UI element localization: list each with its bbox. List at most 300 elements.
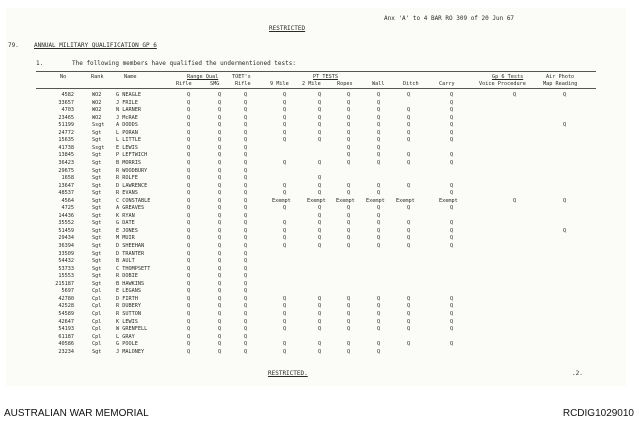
cell-wall: Q bbox=[377, 137, 381, 144]
service-number: 23234 bbox=[58, 348, 74, 355]
cell-two-mile: Q bbox=[318, 326, 322, 333]
cell-ropes: Q bbox=[347, 114, 351, 121]
cell-nine-mile: Q bbox=[283, 99, 287, 106]
rank: Sgt bbox=[92, 265, 102, 272]
table-row bbox=[6, 92, 626, 100]
rank: Sgt bbox=[92, 197, 102, 204]
cell-range-smg: Q bbox=[218, 303, 222, 310]
cell-two-mile: Q bbox=[318, 348, 322, 355]
header-ropes: Ropes bbox=[337, 81, 353, 87]
member-name: R EVANS bbox=[116, 190, 138, 197]
cell-wall: Q bbox=[377, 318, 381, 325]
cell-ropes: Q bbox=[347, 243, 351, 249]
table-row bbox=[6, 115, 626, 123]
cell-carry: Q bbox=[450, 205, 454, 212]
cell-range-rifle: Q bbox=[187, 265, 191, 272]
service-number: 5697 bbox=[61, 288, 74, 295]
header-carry: Carry bbox=[439, 81, 455, 87]
table-row bbox=[6, 220, 626, 228]
member-name: G POOLE bbox=[116, 341, 138, 348]
cell-range-rifle: Q bbox=[187, 175, 191, 182]
table-row bbox=[6, 288, 626, 296]
cell-ropes: Q bbox=[347, 92, 351, 98]
cell-toets-rifle: Q bbox=[244, 310, 248, 317]
cell-toets-rifle: Q bbox=[244, 144, 248, 151]
rank: WO2 bbox=[92, 92, 102, 98]
table-row bbox=[6, 296, 626, 304]
cell-toets-rifle: Q bbox=[244, 227, 248, 234]
member-name: N LARNER bbox=[116, 107, 141, 114]
cell-range-rifle: Q bbox=[187, 235, 191, 242]
cell-range-smg: Q bbox=[218, 235, 222, 242]
cell-voice-procedure: Q bbox=[513, 197, 517, 204]
cell-two-mile: Q bbox=[318, 295, 322, 302]
service-number: 215187 bbox=[55, 280, 74, 287]
member-name: C THOMPSETT bbox=[116, 265, 151, 272]
cell-two-mile: Q bbox=[318, 227, 322, 234]
table-row bbox=[6, 183, 626, 191]
rank: Ssgt bbox=[92, 122, 105, 129]
table-row bbox=[6, 266, 626, 274]
table-row bbox=[6, 205, 626, 213]
cell-two-mile: Q bbox=[318, 137, 322, 144]
member-name: A GREAVES bbox=[116, 205, 145, 212]
cell-range-rifle: Q bbox=[187, 99, 191, 106]
cell-map-reading: Q bbox=[563, 227, 567, 234]
cell-wall: Q bbox=[377, 152, 381, 159]
cell-toets-rifle: Q bbox=[244, 326, 248, 333]
rank: Sgt bbox=[92, 175, 102, 182]
rank: Ssgt bbox=[92, 144, 105, 151]
cell-wall: Q bbox=[377, 159, 381, 166]
member-name: J FRILE bbox=[116, 99, 138, 106]
cell-range-rifle: Q bbox=[187, 243, 191, 249]
header-range-rifle: Rifle bbox=[176, 81, 192, 87]
cell-range-smg: Q bbox=[218, 99, 222, 106]
cell-ditch: Q bbox=[407, 182, 411, 189]
cell-range-rifle: Q bbox=[187, 167, 191, 174]
rank: Cpl bbox=[92, 310, 102, 317]
cell-range-smg: Q bbox=[218, 122, 222, 129]
cell-ropes: Q bbox=[347, 310, 351, 317]
cell-range-rifle: Q bbox=[187, 152, 191, 159]
cell-range-rifle: Q bbox=[187, 273, 191, 280]
cell-toets-rifle: Q bbox=[244, 280, 248, 287]
table-header-rule bbox=[36, 88, 596, 89]
service-number: 53733 bbox=[58, 265, 74, 272]
service-number: 42647 bbox=[58, 318, 74, 325]
cell-range-smg: Q bbox=[218, 129, 222, 136]
cell-toets-rifle: Q bbox=[244, 318, 248, 325]
cell-carry: Q bbox=[450, 182, 454, 189]
cell-range-rifle: Q bbox=[187, 227, 191, 234]
cell-carry: Q bbox=[450, 99, 454, 106]
cell-carry: Q bbox=[450, 318, 454, 325]
cell-wall: Q bbox=[377, 99, 381, 106]
cell-range-smg: Q bbox=[218, 280, 222, 287]
table-row bbox=[6, 326, 626, 334]
cell-carry: Q bbox=[450, 227, 454, 234]
rank: Sgt bbox=[92, 227, 102, 234]
archive-name: AUSTRALIAN WAR MEMORIAL bbox=[4, 408, 149, 419]
cell-toets-rifle: Q bbox=[244, 175, 248, 182]
section-number: 79. bbox=[8, 42, 19, 49]
cell-wall: Q bbox=[377, 107, 381, 114]
cell-toets-rifle: Q bbox=[244, 333, 248, 340]
cell-map-reading: Q bbox=[563, 197, 567, 204]
cell-range-smg: Q bbox=[218, 333, 222, 340]
cell-ditch: Q bbox=[407, 129, 411, 136]
cell-toets-rifle: Q bbox=[244, 303, 248, 310]
cell-nine-mile: Exempt bbox=[272, 197, 291, 204]
cell-range-smg: Q bbox=[218, 250, 222, 257]
cell-ditch: Q bbox=[407, 92, 411, 98]
cell-toets-rifle: Q bbox=[244, 99, 248, 106]
cell-range-rifle: Q bbox=[187, 258, 191, 265]
member-name: R ROLFE bbox=[116, 175, 138, 182]
cell-ditch: Q bbox=[407, 159, 411, 166]
cell-two-mile: Q bbox=[318, 175, 322, 182]
service-number: 23465 bbox=[58, 114, 74, 121]
member-name: M MUIR bbox=[116, 235, 135, 242]
header-name: Name bbox=[124, 74, 137, 80]
cell-nine-mile: Q bbox=[283, 92, 287, 98]
cell-nine-mile: Q bbox=[283, 295, 287, 302]
cell-ropes: Q bbox=[347, 220, 351, 227]
cell-wall: Q bbox=[377, 227, 381, 234]
rank: Sgt bbox=[92, 348, 102, 355]
service-number: 36423 bbox=[58, 159, 74, 166]
cell-toets-rifle: Q bbox=[244, 107, 248, 114]
table-top-rule bbox=[36, 71, 596, 72]
cell-nine-mile: Q bbox=[283, 341, 287, 348]
cell-carry: Q bbox=[450, 92, 454, 98]
member-name: L GRAY bbox=[116, 333, 135, 340]
header-toets-rifle: Rifle bbox=[235, 81, 251, 87]
member-name: D FIRTH bbox=[116, 295, 138, 302]
cell-range-smg: Q bbox=[218, 220, 222, 227]
member-name: R WOODBURY bbox=[116, 167, 148, 174]
cell-carry: Q bbox=[450, 190, 454, 197]
cell-two-mile: Q bbox=[318, 235, 322, 242]
cell-carry: Q bbox=[450, 341, 454, 348]
cell-wall: Q bbox=[377, 243, 381, 249]
cell-range-rifle: Q bbox=[187, 220, 191, 227]
rank: Sgt bbox=[92, 205, 102, 212]
table-row bbox=[6, 198, 626, 206]
cell-range-rifle: Q bbox=[187, 212, 191, 219]
cell-ditch: Q bbox=[407, 137, 411, 144]
table-row bbox=[6, 190, 626, 198]
table-row bbox=[6, 137, 626, 145]
cell-toets-rifle: Q bbox=[244, 250, 248, 257]
cell-wall: Q bbox=[377, 129, 381, 136]
cell-range-smg: Q bbox=[218, 295, 222, 302]
cell-ropes: Q bbox=[347, 182, 351, 189]
cell-range-rifle: Q bbox=[187, 250, 191, 257]
rank: Sgt bbox=[92, 167, 102, 174]
member-name: E LEGANS bbox=[116, 288, 141, 295]
cell-two-mile: Q bbox=[318, 318, 322, 325]
cell-wall: Q bbox=[377, 114, 381, 121]
member-name: R DUBERY bbox=[116, 303, 141, 310]
cell-nine-mile: Q bbox=[283, 190, 287, 197]
cell-range-rifle: Q bbox=[187, 348, 191, 355]
table-row bbox=[6, 175, 626, 183]
header-range-smg: SMG bbox=[210, 81, 220, 87]
cell-range-rifle: Q bbox=[187, 205, 191, 212]
cell-ropes: Q bbox=[347, 190, 351, 197]
cell-range-smg: Q bbox=[218, 152, 222, 159]
cell-toets-rifle: Q bbox=[244, 122, 248, 129]
cell-toets-rifle: Q bbox=[244, 348, 248, 355]
header-map-reading: Map Reading bbox=[543, 81, 578, 87]
table-row bbox=[6, 160, 626, 168]
document-page bbox=[6, 8, 626, 386]
cell-ropes: Q bbox=[347, 227, 351, 234]
cell-two-mile: Q bbox=[318, 122, 322, 129]
cell-wall: Q bbox=[377, 295, 381, 302]
cell-ditch: Q bbox=[407, 152, 411, 159]
table-row bbox=[6, 349, 626, 357]
cell-nine-mile: Q bbox=[283, 326, 287, 333]
cell-range-rifle: Q bbox=[187, 333, 191, 340]
cell-range-smg: Q bbox=[218, 197, 222, 204]
cell-wall: Q bbox=[377, 92, 381, 98]
service-number: 54589 bbox=[58, 310, 74, 317]
rank: Cpl bbox=[92, 295, 102, 302]
rank: Sgt bbox=[92, 243, 102, 249]
cell-two-mile: Exempt bbox=[307, 197, 326, 204]
cell-ditch: Q bbox=[407, 227, 411, 234]
cell-toets-rifle: Q bbox=[244, 114, 248, 121]
table-row bbox=[6, 341, 626, 349]
cell-range-smg: Q bbox=[218, 227, 222, 234]
rank: Cpl bbox=[92, 303, 102, 310]
cell-range-rifle: Q bbox=[187, 144, 191, 151]
member-name: J McRAE bbox=[116, 114, 138, 121]
member-name: B AULT bbox=[116, 258, 135, 265]
service-number: 13647 bbox=[58, 182, 74, 189]
member-name: C CONSTABLE bbox=[116, 197, 151, 204]
cell-two-mile: Q bbox=[318, 92, 322, 98]
service-number: 29434 bbox=[58, 235, 74, 242]
cell-ropes: Q bbox=[347, 212, 351, 219]
cell-toets-rifle: Q bbox=[244, 295, 248, 302]
cell-range-smg: Q bbox=[218, 310, 222, 317]
cell-toets-rifle: Q bbox=[244, 341, 248, 348]
cell-two-mile: Q bbox=[318, 303, 322, 310]
member-name: G DATE bbox=[116, 220, 135, 227]
cell-nine-mile: Q bbox=[283, 114, 287, 121]
cell-range-smg: Q bbox=[218, 114, 222, 121]
cell-two-mile: Q bbox=[318, 182, 322, 189]
cell-range-rifle: Q bbox=[187, 288, 191, 295]
cell-range-smg: Q bbox=[218, 288, 222, 295]
cell-range-smg: Q bbox=[218, 348, 222, 355]
rank: WO2 bbox=[92, 114, 102, 121]
rank: Sgt bbox=[92, 190, 102, 197]
rank: Sgt bbox=[92, 137, 102, 144]
cell-range-rifle: Q bbox=[187, 280, 191, 287]
cell-ropes: Q bbox=[347, 205, 351, 212]
table-row bbox=[6, 334, 626, 342]
rank: Sgt bbox=[92, 129, 102, 136]
cell-ditch: Q bbox=[407, 243, 411, 249]
header-2-mile: 2 Mile bbox=[302, 81, 321, 87]
cell-wall: Q bbox=[377, 182, 381, 189]
cell-range-rifle: Q bbox=[187, 318, 191, 325]
cell-carry: Q bbox=[450, 129, 454, 136]
member-name: P LEFTWICH bbox=[116, 152, 148, 159]
service-number: 51459 bbox=[58, 227, 74, 234]
cell-two-mile: Q bbox=[318, 190, 322, 197]
cell-range-rifle: Q bbox=[187, 190, 191, 197]
cell-carry: Q bbox=[450, 295, 454, 302]
table-row bbox=[6, 213, 626, 221]
table-row bbox=[6, 152, 626, 160]
table-row bbox=[6, 319, 626, 327]
cell-range-smg: Q bbox=[218, 318, 222, 325]
member-name: K LEWIS bbox=[116, 318, 138, 325]
service-number: 4564 bbox=[61, 197, 74, 204]
cell-ropes: Q bbox=[347, 129, 351, 136]
cell-two-mile: Q bbox=[318, 341, 322, 348]
table-row bbox=[6, 273, 626, 281]
cell-wall: Q bbox=[377, 220, 381, 227]
cell-carry: Q bbox=[450, 303, 454, 310]
member-name: E JONES bbox=[116, 227, 138, 234]
member-name: B HAWKINS bbox=[116, 280, 145, 287]
cell-carry: Q bbox=[450, 326, 454, 333]
archive-item-id: RCDIG1029010 bbox=[562, 408, 634, 419]
cell-nine-mile: Q bbox=[283, 303, 287, 310]
service-number: 51199 bbox=[58, 122, 74, 129]
cell-nine-mile: Q bbox=[283, 205, 287, 212]
cell-nine-mile: Q bbox=[283, 227, 287, 234]
header-toets: TOET's bbox=[232, 74, 251, 80]
header-range-qual: Range Qual bbox=[187, 74, 219, 80]
service-number: 54432 bbox=[58, 258, 74, 265]
table-row bbox=[6, 228, 626, 236]
cell-toets-rifle: Q bbox=[244, 190, 248, 197]
cell-range-smg: Q bbox=[218, 190, 222, 197]
cell-range-rifle: Q bbox=[187, 159, 191, 166]
archive-footer bbox=[0, 391, 640, 423]
cell-toets-rifle: Q bbox=[244, 152, 248, 159]
rank: Cpl bbox=[92, 288, 102, 295]
table-row bbox=[6, 100, 626, 108]
cell-range-rifle: Q bbox=[187, 122, 191, 129]
table-row bbox=[6, 130, 626, 138]
cell-range-rifle: Q bbox=[187, 326, 191, 333]
rank: Sgt bbox=[92, 182, 102, 189]
cell-wall: Q bbox=[377, 190, 381, 197]
member-name: J MALONEY bbox=[116, 348, 145, 355]
cell-toets-rifle: Q bbox=[244, 273, 248, 280]
service-number: 15635 bbox=[58, 137, 74, 144]
cell-range-smg: Q bbox=[218, 182, 222, 189]
header-air-photo: Air Photo bbox=[546, 74, 575, 80]
header-9-mile: 9 Mile bbox=[270, 81, 289, 87]
cell-range-smg: Q bbox=[218, 167, 222, 174]
table-row bbox=[6, 311, 626, 319]
table-row bbox=[6, 168, 626, 176]
cell-ropes: Q bbox=[347, 326, 351, 333]
table-row bbox=[6, 145, 626, 153]
cell-wall: Q bbox=[377, 144, 381, 151]
cell-ropes: Q bbox=[347, 348, 351, 355]
cell-ditch: Q bbox=[407, 205, 411, 212]
cell-toets-rifle: Q bbox=[244, 288, 248, 295]
cell-wall: Q bbox=[377, 348, 381, 355]
cell-toets-rifle: Q bbox=[244, 265, 248, 272]
cell-toets-rifle: Q bbox=[244, 205, 248, 212]
rank: Cpl bbox=[92, 326, 102, 333]
cell-ditch: Q bbox=[407, 235, 411, 242]
cell-voice-procedure: Q bbox=[513, 92, 517, 98]
rank: Sgt bbox=[92, 220, 102, 227]
cell-ropes: Exempt bbox=[336, 197, 355, 204]
cell-toets-rifle: Q bbox=[244, 92, 248, 98]
cell-wall: Q bbox=[377, 310, 381, 317]
cell-range-smg: Q bbox=[218, 107, 222, 114]
rank: Sgt bbox=[92, 212, 102, 219]
member-name: D SHEEHAN bbox=[116, 243, 145, 249]
cell-ditch: Q bbox=[407, 303, 411, 310]
cell-range-smg: Q bbox=[218, 159, 222, 166]
service-number: 42528 bbox=[58, 303, 74, 310]
header-gp6-tests: Gp 6 Tests bbox=[492, 74, 524, 80]
cell-carry: Q bbox=[450, 122, 454, 129]
cell-two-mile: Q bbox=[318, 243, 322, 249]
header-wall: Wall bbox=[372, 81, 385, 87]
member-name: K RYAN bbox=[116, 212, 135, 219]
cell-ropes: Q bbox=[347, 137, 351, 144]
cell-carry: Q bbox=[450, 220, 454, 227]
cell-range-rifle: Q bbox=[187, 197, 191, 204]
paragraph-number: 1. bbox=[36, 60, 44, 67]
cell-two-mile: Q bbox=[318, 310, 322, 317]
cell-range-rifle: Q bbox=[187, 129, 191, 136]
cell-ditch: Q bbox=[407, 220, 411, 227]
cell-toets-rifle: Q bbox=[244, 212, 248, 219]
page-number: .2. bbox=[572, 370, 583, 377]
service-number: 13845 bbox=[58, 152, 74, 159]
cell-toets-rifle: Q bbox=[244, 129, 248, 136]
cell-two-mile: Q bbox=[318, 129, 322, 136]
service-number: 15553 bbox=[58, 273, 74, 280]
cell-two-mile: Q bbox=[318, 114, 322, 121]
cell-carry: Q bbox=[450, 137, 454, 144]
service-number: 35552 bbox=[58, 220, 74, 227]
rank: Sgt bbox=[92, 152, 102, 159]
cell-two-mile: Q bbox=[318, 107, 322, 114]
table-row bbox=[6, 122, 626, 130]
cell-nine-mile: Q bbox=[283, 159, 287, 166]
cell-toets-rifle: Q bbox=[244, 243, 248, 249]
table-row bbox=[6, 281, 626, 289]
cell-wall: Q bbox=[377, 341, 381, 348]
cell-nine-mile: Q bbox=[283, 107, 287, 114]
cell-toets-rifle: Q bbox=[244, 258, 248, 265]
rank: Cpl bbox=[92, 341, 102, 348]
cell-range-smg: Q bbox=[218, 175, 222, 182]
cell-ropes: Q bbox=[347, 235, 351, 242]
service-number: 4582 bbox=[61, 92, 74, 98]
cell-ditch: Q bbox=[407, 318, 411, 325]
cell-ditch: Q bbox=[407, 107, 411, 114]
